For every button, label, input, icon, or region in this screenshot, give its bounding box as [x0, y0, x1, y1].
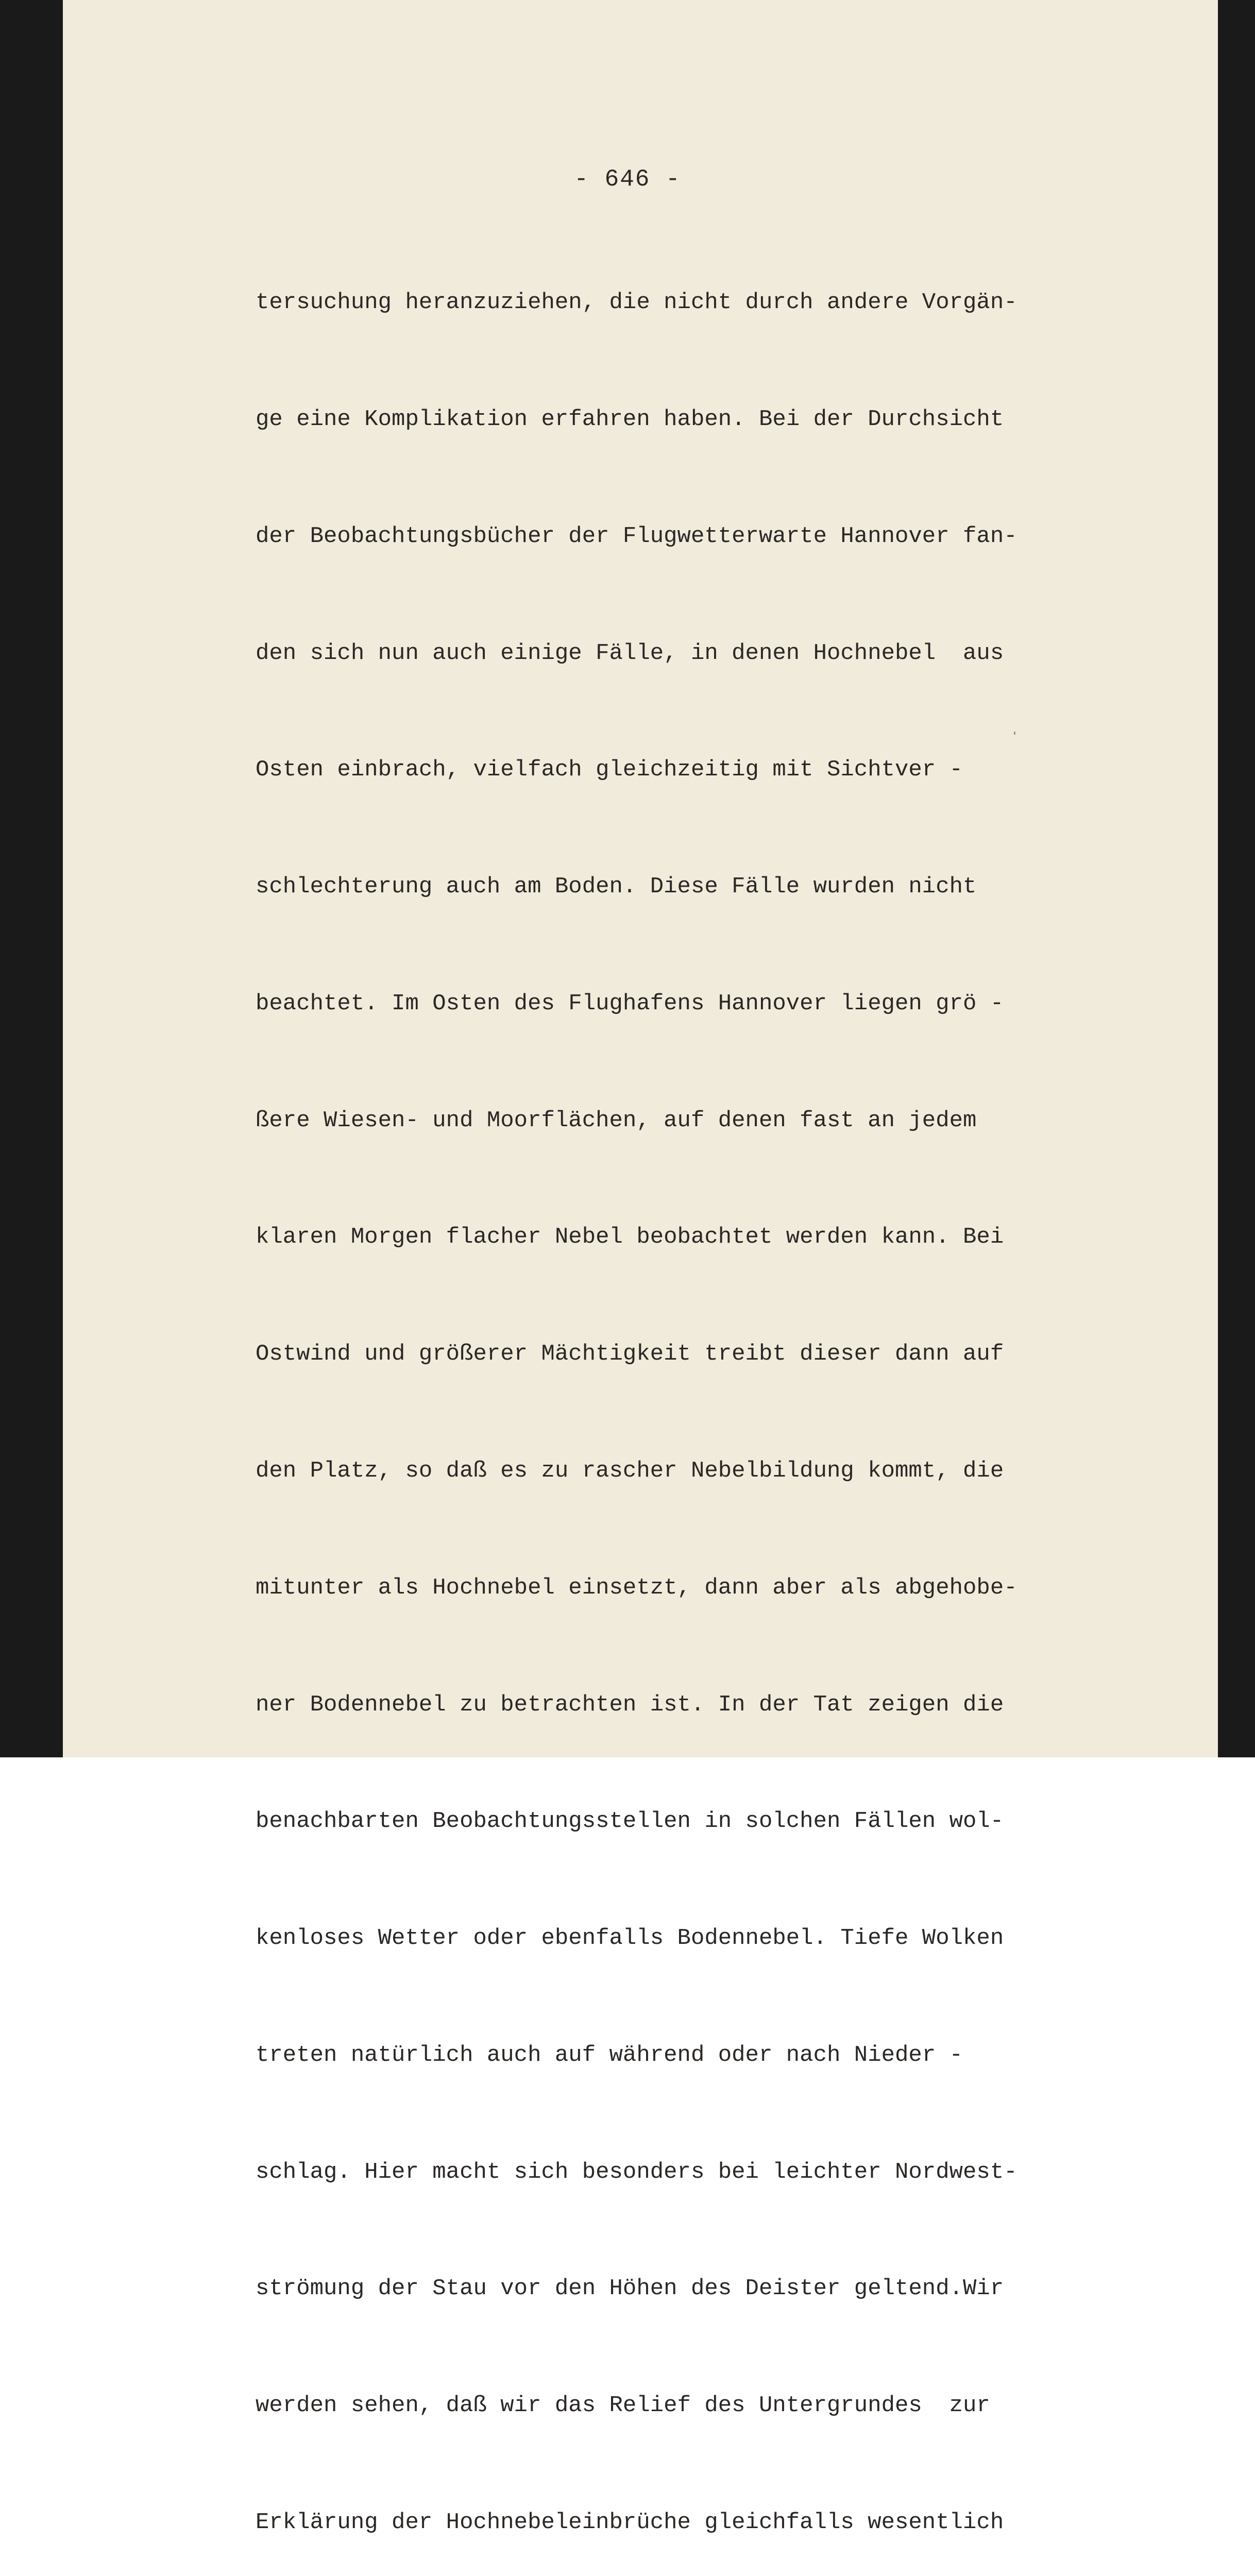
text-line: klaren Morgen flacher Nebel beobachtet werden kann. Bei — [256, 1224, 1004, 1250]
text-line: mitunter als Hochnebel einsetzt, dann aber als abgehobe- — [256, 1574, 1017, 1601]
text-line: Ostwind und größerer Mächtigkeit treibt dieser dann auf — [256, 1341, 1004, 1367]
text-line: strömung der Stau vor den Höhen des Deister geltend.Wir — [256, 2276, 1004, 2302]
text-line: den sich nun auch einige Fälle, in denen Hochnebel aus — [256, 640, 1004, 666]
text-line: ge eine Komplikation erfahren haben. Bei der Durchsicht — [256, 406, 1004, 432]
text-line: ßere Wiesen- und Moorflächen, auf denen fast an jedem — [256, 1107, 977, 1133]
stray-ink-mark — [1014, 732, 1015, 735]
text-line: benachbarten Beobachtungsstellen in solchen Fällen wol- — [256, 1808, 1004, 1835]
body-text — [256, 206, 1039, 2576]
text-line: Osten einbrach, vielfach gleichzeitig mit Sichtver - — [256, 757, 963, 783]
page-number: - 646 - — [574, 166, 681, 193]
text-line: der Beobachtungsbücher der Flugwetterwarte Hannover fan- — [256, 523, 1017, 549]
text-line: treten natürlich auch auf während oder nach Nieder - — [256, 2042, 963, 2068]
text-line: schlag. Hier macht sich besonders bei leichter Nordwest- — [256, 2159, 1017, 2185]
text-line: schlechterung auch am Boden. Diese Fälle wurden nicht — [256, 874, 977, 900]
text-line: Erklärung der Hochnebeleinbrüche gleichfalls wesentlich — [256, 2510, 1004, 2536]
text-line: kenloses Wetter oder ebenfalls Bodennebel. Tiefe Wolken — [256, 1925, 1004, 1952]
text-line: beachtet. Im Osten des Flughafens Hannover liegen grö - — [256, 990, 1004, 1016]
text-line: den Platz, so daß es zu rascher Nebelbildung kommt, die — [256, 1458, 1004, 1484]
text-line: tersuchung heranzuziehen, die nicht durch andere Vorgän- — [256, 290, 1017, 316]
text-line: werden sehen, daß wir das Relief des Untergrundes zur — [256, 2393, 990, 2419]
text-line: ner Bodennebel zu betrachten ist. In der Tat zeigen die — [256, 1691, 1004, 1718]
